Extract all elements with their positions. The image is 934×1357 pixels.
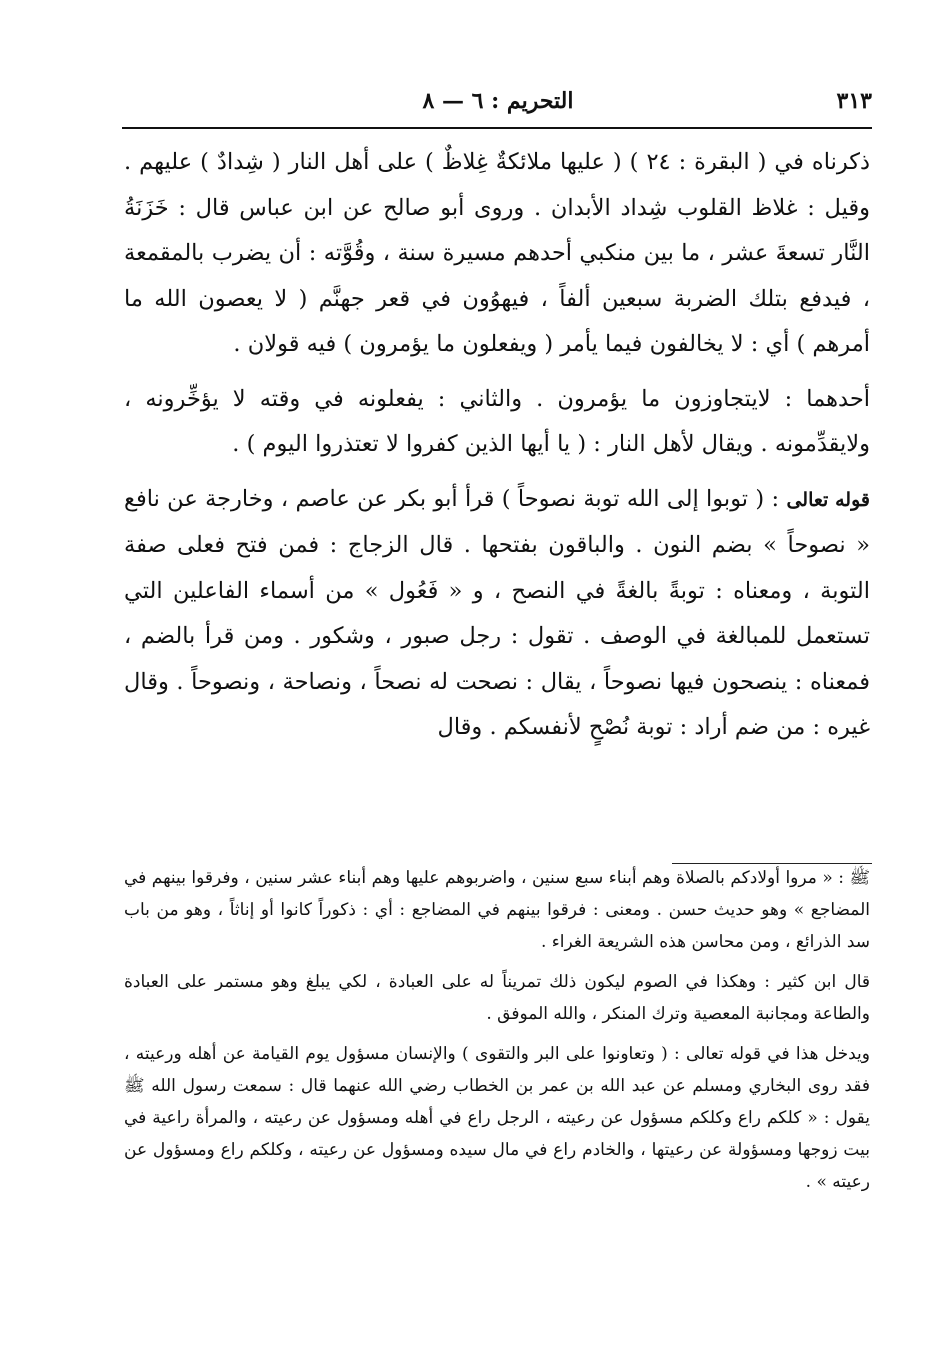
verse-lead: قوله تعالى [786,488,870,511]
footnotes [124,862,870,1198]
main-paragraph-3-text: : ( توبوا إلى الله توبة نصوحاً ) قرأ أبو بكر عن عاصم ، وخارجة عن نافع « نصوحاً » بضم النون . والباقون بفتحها . قال الزجاج : فمن فتح فعلى صفة التوبة ، ومعناه : توبةً بالغةً في النصح ، و « فَعُول » من أسماء الفاعلين التي تستعمل للمبالغة في الوصف . تقول : رجل صبور ، وشكور . ومن قرأ بالضم ، فمعناه : ينصحون فيها نصوحاً ، يقال : نصحت له نصحاً ، ونصاحة ، ونصوحاً . وقال غيره : من ضم أراد : توبة نُصْحٍ لأنفسكم . وقال [124,485,870,740]
main-paragraph-1-text: ذكرناه في ( البقرة : ٢٤ ) ( عليها ملائكةٌ غِلاظٌ ) على أهل النار ( شِدادٌ ) عليهم . وقيل : غلاظ القلوب شِداد الأبدان . وروى أبو صالح عن ابن عباس قال : خَزَنَةُ النَّار تسعةَ عشر ، ما بين منكبي أحدهم مسيرة سنة ، وقُوَّته : أن يضرب بالمقمعة ، فيدفع بتلك الضربة سبعين ألفاً ، فيهوُون في قعر جهنَّم ( لا يعصون الله ما أمرهم ) أي : لا يخالفون فيما يأمر ( ويفعلون ما يؤمرون ) فيه قولان . [124,149,870,357]
main-paragraph-2 [124,377,870,468]
main-text [124,140,870,751]
footnote-paragraph-2: قال ابن كثير : وهكذا في الصوم ليكون ذلك تمريناً له على العبادة ، لكي يبلغ وهو مستمر على العبادة والطاعة ومجانبة المعصية وترك المنكر ، والله الموفق . [124,972,870,1024]
footnote-paragraph-3: ويدخل هذا في قوله تعالى : ( وتعاونوا على البر والتقوى ) والإنسان مسؤول يوم القيامة عن أهله ورعيته ، فقد روى البخاري ومسلم عن عبد الله بن عمر بن الخطاب رضي الله عنهما قال : سمعت رسول الله ﷺ يقول : « كلكم راع وكلكم مسؤول عن رعيته ، الرجل راع في أهله ومسؤول عن رعيته ، والمرأة راعية في بيت زوجها ومسؤولة عن رعيتها ، والخادم راع في مال سيده ومسؤول عن رعيته ، وكلكم راع ومسؤول عن رعيته » . [124,1044,870,1192]
main-paragraph-1 [124,140,870,368]
main-paragraph-2-text: أحدهما : لايتجاوزون ما يؤمرون . والثاني : يفعلونه في وقته لا يؤخِّرونه ، ولايقدِّمونه . ويقال لأهل النار : ( يا أيها الذين كفروا لا تعتذروا اليوم ) . [124,385,870,457]
footnote-paragraph-1: ﷺ : « مروا أولادكم بالصلاة وهم أبناء سبع سنين ، واضربوهم عليها وهم أبناء عشر سنين ، وفرقوا بينهم في المضاجع » وهو حديث حسن . ومعنى : فرقوا بينهم في المضاجع : أي : ذكوراً كانوا أو إناثاً ، وهو من باب سد الذرائع ، ومن محاسن هذه الشريعة الغراء . [124,868,870,952]
page-header [124,82,872,122]
page-number: ٣١٣ [836,88,872,114]
header-rule [122,127,872,129]
running-title: التحريم : ٦ — ٨ [422,88,574,114]
main-paragraph-3 [124,477,870,751]
